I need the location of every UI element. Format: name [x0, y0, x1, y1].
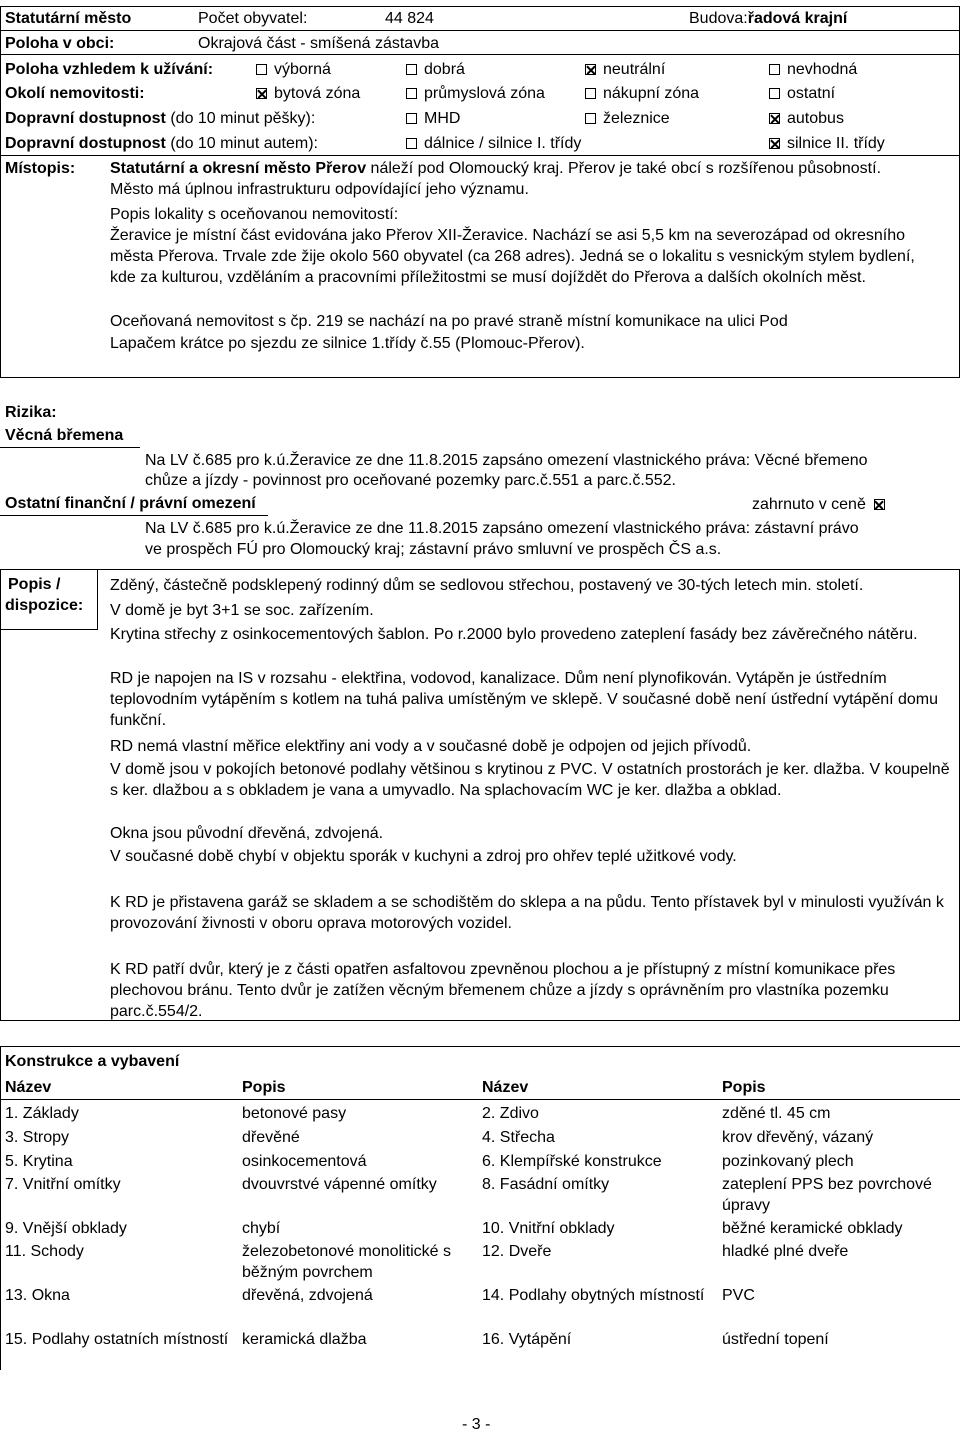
divider [0, 1099, 960, 1100]
table-cell-name: 11. Schody [5, 1243, 84, 1260]
divider [0, 155, 960, 156]
table-cell-name: 7. Vnitřní omítky [5, 1176, 121, 1193]
usage-option-dobra[interactable] [406, 59, 465, 80]
walk-option-mhd[interactable] [406, 108, 460, 129]
table-cell-description: krov dřevěný, vázaný [722, 1129, 874, 1146]
location-value: Okrajová část - smíšená zástavba [198, 35, 439, 52]
page-number: - 3 - [462, 1416, 491, 1433]
easements-text-line-2: chůze a jízdy - povinnost pro oceňované pozemky parc.č.551 a parc.č.552. [145, 472, 676, 489]
divider [97, 569, 98, 629]
building-value: řadová krajní [747, 10, 848, 27]
table-cell-name: 8. Fasádní omítky [482, 1176, 610, 1193]
popis-paragraph-7: Okna jsou původní dřevěná, zdvojená. [110, 825, 384, 842]
option-label: neutrální [603, 61, 666, 78]
table-cell-description: betonové pasy [242, 1105, 347, 1122]
population-value: 44 824 [385, 10, 434, 27]
city-label: Statutární město [5, 10, 132, 27]
checkbox-icon [406, 113, 417, 124]
table-cell-name: 10. Vnitřní obklady [482, 1220, 615, 1237]
checkbox-icon [769, 88, 780, 99]
option-label: MHD [424, 110, 461, 127]
checkbox-checked-icon [769, 138, 780, 149]
table-cell-name: 15. Podlahy ostatních místností [5, 1331, 229, 1348]
financial-text-line-1: Na LV č.685 pro k.ú.Žeravice ze dne 11.8.2015 zapsáno omezení vlastnického práva: zástavní právo [145, 520, 859, 537]
popis-paragraph-3: Krytina střechy z osinkocementových šablon. Po r.2000 bylo provedeno zateplení fasády bez závěrečného nátěru. [110, 626, 918, 643]
checkbox-checked-icon [874, 499, 885, 510]
popis-label-line-2: dispozice: [5, 597, 84, 614]
surroundings-option-nakupni[interactable] [585, 83, 699, 104]
mistopis-intro: Statutární a okresní město Přerov náleží pod Olomoucký kraj. Přerov je také obcí s rozšířenou působností. Město má úplnou infrastrukturu odpovídající jeho významu. [110, 160, 882, 198]
car-option-dalnice[interactable] [406, 133, 581, 154]
table-cell-name: 16. Vytápění [482, 1331, 572, 1348]
popis-paragraph-9: K RD je přistavena garáž se skladem a se schodištěm do sklepa a na půdu. Tento přístavek byl v minulosti využíván k provozování živnosti v oboru oprava motorových vozidel. [110, 894, 944, 932]
mistopis-label: Místopis: [5, 160, 76, 177]
popis-paragraph-2: V domě je byt 3+1 se soc. zařízením. [110, 602, 374, 619]
checkbox-icon [406, 88, 417, 99]
table-cell-description: pozinkovaný plech [722, 1153, 854, 1170]
table-cell-name: 2. Zdivo [482, 1105, 539, 1122]
checkbox-icon [406, 64, 417, 75]
car-access-label: Dopravní dostupnost (do 10 minut autem): [5, 135, 318, 152]
financial-text-line-2: ve prospěch FÚ pro Olomoucký kraj; zástavní právo smluvní ve prospěch ČS a.s. [145, 541, 722, 558]
popis-label-line-1: Popis / [8, 576, 61, 593]
checkbox-checked-icon [585, 64, 596, 75]
divider [0, 629, 98, 630]
property-line-2: Lapačem krátce po sjezdu ze silnice 1.třídy č.55 (Plomouc-Přerov). [110, 335, 585, 352]
table-header-description: Popis [722, 1079, 766, 1096]
divider [0, 54, 960, 55]
option-label: nákupní zóna [603, 85, 700, 102]
table-cell-description: dvouvrstvé vápenné omítky [242, 1176, 437, 1193]
table-cell-description: železobetonové monolitické s běžným povrchem [242, 1243, 452, 1281]
table-cell-description: zděné tl. 45 cm [722, 1105, 831, 1122]
table-cell-name: 9. Vnější obklady [5, 1220, 127, 1237]
locality-text: Žeravice je místní část evidována jako Přerov XII-Žeravice. Nachází se asi 5,5 km na severozápad od okresního města Přerova. Trvale zde žije okolo 560 obyvatel (ca 268 adres). Jedná se o lokalitu s vesnickým stylem bydlení, kde za kulturou, vzděláním a pracovními příležitostmi se musí dojíždět do Přerova a dalších okolních měst. [110, 227, 915, 286]
option-label: dálnice / silnice I. třídy [424, 135, 582, 152]
included-label: zahrnuto v ceně [752, 496, 866, 513]
surroundings-option-prumyslova[interactable] [406, 83, 545, 104]
easements-title: Věcná břemena [5, 427, 124, 444]
option-label: výborná [274, 61, 331, 78]
building-field [689, 8, 847, 29]
option-label: průmyslová zóna [424, 85, 545, 102]
table-cell-description: dřevěné [242, 1129, 300, 1146]
popis-paragraph-6: V domě jsou v pokojích betonové podlahy většinou s krytinou z PVC. V ostatních prostorách je ker. dlažba. V koupelně s ker. dlažbou a s obkladem je vana a umyvadlo. Na splachovacím WC je ker. dlažba a obklad. [110, 761, 950, 799]
option-label: bytová zóna [274, 85, 361, 102]
population-label: Počet obyvatel: [198, 10, 308, 27]
option-label: silnice II. třídy [787, 135, 885, 152]
included-in-price[interactable] [752, 494, 885, 515]
table-cell-name: 13. Okna [5, 1287, 70, 1304]
table-cell-name: 6. Klempířské konstrukce [482, 1153, 662, 1170]
table-cell-name: 1. Základy [5, 1105, 79, 1122]
checkbox-checked-icon [769, 113, 780, 124]
table-cell-name: 3. Stropy [5, 1129, 70, 1146]
building-label: Budova: [689, 10, 748, 27]
popis-paragraph-10: K RD patří dvůr, který je z části opatřen asfaltovou zpevněnou plochou a je přístupný z místní komunikace přes plechovou bránu. Tento dvůr je zatížen věcným břemenem chůze a jízdy s oprávněním pro vlastníka pozemku parc.č.554/2. [110, 961, 896, 1020]
property-line-1: Oceňovaná nemovitost s čp. 219 se nachází na po pravé straně místní komunikace na ulici Pod [110, 313, 788, 330]
table-cell-description: zateplení PPS bez povrchové úpravy [722, 1176, 932, 1214]
checkbox-icon [256, 64, 267, 75]
surroundings-label: Okolí nemovitosti: [5, 85, 145, 102]
financial-title: Ostatní finanční / právní omezení [5, 495, 256, 512]
popis-paragraph-5: RD nemá vlastní měřice elektřiny ani vody a v současné době je odpojen od jejich přívodů. [110, 738, 752, 755]
table-cell-name: 14. Podlahy obytných místností [482, 1287, 705, 1304]
surroundings-option-ostatni[interactable] [769, 83, 835, 104]
popis-paragraph-1: Zděný, částečně podsklepený rodinný dům se sedlovou střechou, postavený ve 30-tých letech min. století. [110, 577, 864, 594]
usage-label: Poloha vzhledem k užívání: [5, 61, 214, 78]
divider [0, 515, 268, 516]
checkbox-icon [406, 138, 417, 149]
table-cell-description: dřevěná, zdvojená [242, 1287, 373, 1304]
table-cell-name: 4. Střecha [482, 1129, 555, 1146]
checkbox-icon [585, 113, 596, 124]
table-cell-description: osinkocementová [242, 1153, 367, 1170]
easements-text-line-1: Na LV č.685 pro k.ú.Žeravice ze dne 11.8.2015 zapsáno omezení vlastnického práva: Věcné břemeno [145, 452, 868, 469]
divider [0, 1046, 960, 1047]
walk-option-zeleznice[interactable] [585, 108, 670, 129]
table-cell-name: 12. Dveře [482, 1243, 552, 1260]
table-cell-description: ústřední topení [722, 1331, 829, 1348]
table-cell-name: 5. Krytina [5, 1153, 73, 1170]
usage-option-neutralni[interactable] [585, 59, 665, 80]
option-label: autobus [787, 110, 844, 127]
checkbox-icon [585, 88, 596, 99]
table-cell-description: chybí [242, 1220, 281, 1237]
checkbox-checked-icon [256, 88, 267, 99]
rizika-title: Rizika: [5, 404, 57, 421]
checkbox-icon [769, 64, 780, 75]
option-label: dobrá [424, 61, 465, 78]
locality-heading: Popis lokality s oceňovanou nemovitostí: [110, 206, 399, 223]
divider [0, 30, 960, 31]
popis-paragraph-8: V současné době chybí v objektu sporák v kuchyni a zdroj pro ohřev teplé užitkové vody. [110, 848, 737, 865]
divider [0, 447, 140, 448]
walk-access-label: Dopravní dostupnost (do 10 minut pěšky): [5, 110, 316, 127]
table-cell-description: běžné keramické obklady [722, 1220, 903, 1237]
usage-option-vyborna[interactable] [256, 59, 331, 80]
popis-paragraph-4: RD je napojen na IS v rozsahu - elektřina, vodovod, kanalizace. Dům není plynofikován. Vytápěn je ústředním teplovodním vytápěním s kotlem na tuhá paliva umístěným ve sklepě. V současné době není ústřední vytápění domu funkční. [110, 670, 939, 729]
table-cell-description: hladké plné dveře [722, 1243, 849, 1260]
surroundings-option-bytova[interactable] [256, 83, 360, 104]
option-label: nevhodná [787, 61, 858, 78]
construction-title: Konstrukce a vybavení [5, 1053, 180, 1070]
divider [0, 1046, 1, 1370]
car-option-silnice-ii[interactable] [769, 133, 885, 154]
usage-option-nevhodna[interactable] [769, 59, 857, 80]
table-header-name: Název [5, 1079, 52, 1096]
table-cell-description: PVC [722, 1287, 755, 1304]
location-label: Poloha v obci: [5, 35, 115, 52]
option-label: ostatní [787, 85, 836, 102]
option-label: železnice [603, 110, 670, 127]
table-header-name: Název [482, 1079, 529, 1096]
table-header-description: Popis [242, 1079, 286, 1096]
walk-option-autobus[interactable] [769, 108, 844, 129]
table-cell-description: keramická dlažba [242, 1331, 367, 1348]
